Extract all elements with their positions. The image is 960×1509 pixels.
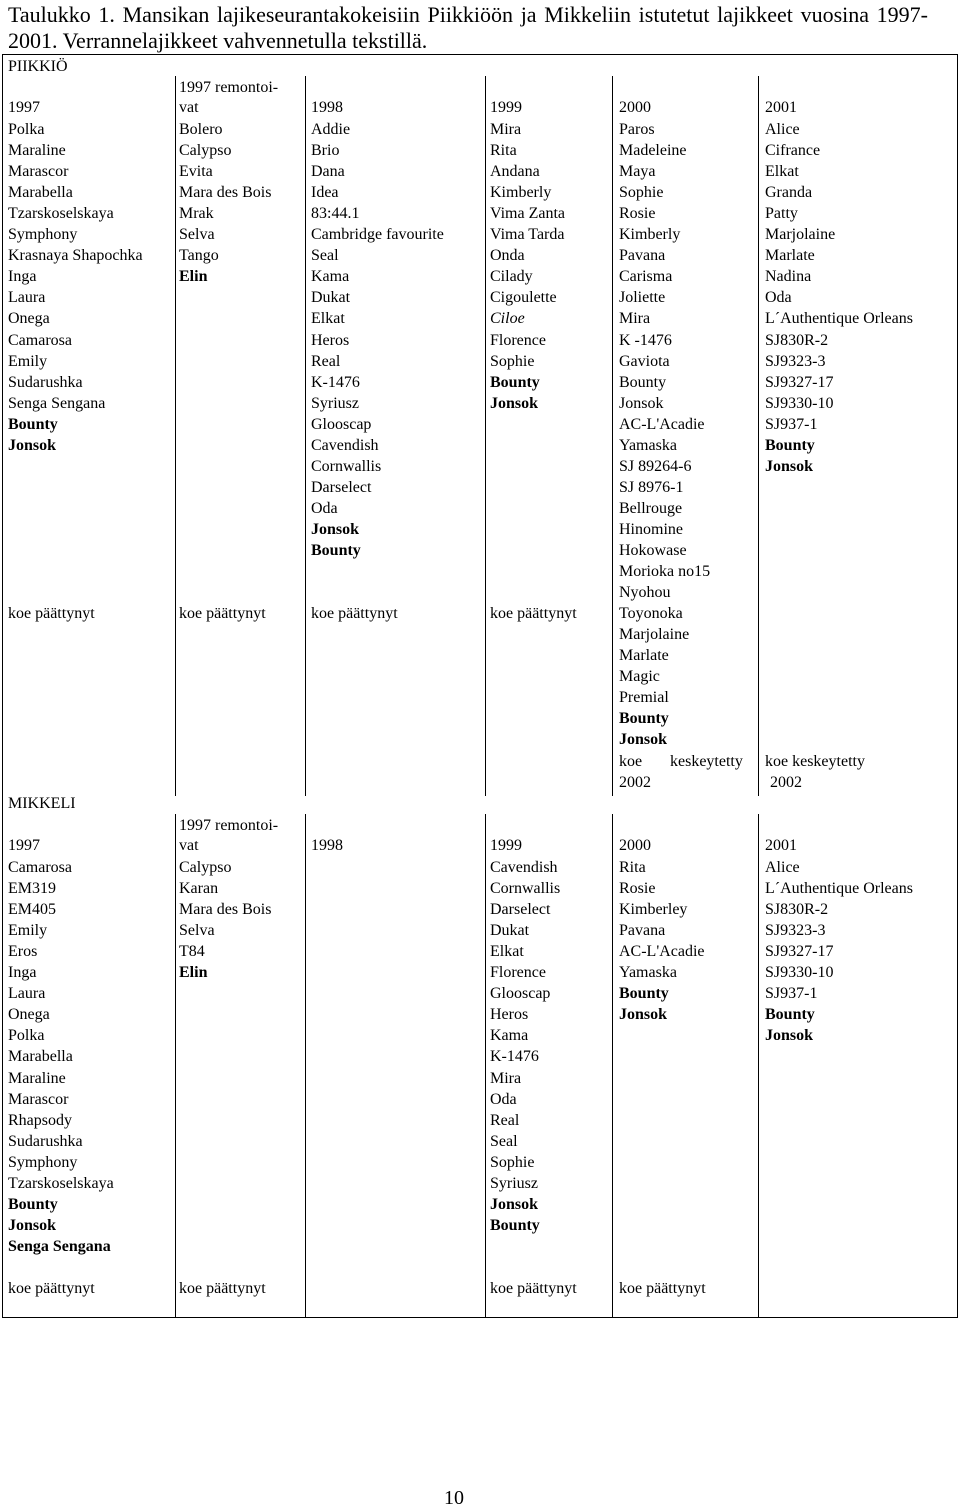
column-rule xyxy=(175,76,176,796)
cultivar-name: Rhapsody xyxy=(8,1111,72,1129)
cultivar-name: Laura xyxy=(8,289,46,307)
cultivar-name: Pavana xyxy=(619,247,666,265)
header-remont: 1997 remontoi- xyxy=(179,817,279,834)
cultivar-name: Carisma xyxy=(619,268,673,286)
cultivar-name: Elkat xyxy=(765,163,799,181)
cultivar-name: Marjolaine xyxy=(765,226,836,244)
cultivar-name: Florence xyxy=(490,331,546,349)
cultivar-name: Elin xyxy=(179,964,208,982)
cultivar-name: Sophie xyxy=(619,184,664,202)
cultivar-name: Marascor xyxy=(8,1090,69,1108)
column-rule xyxy=(612,814,613,1318)
cultivar-name: SJ9323-3 xyxy=(765,922,826,940)
cultivar-name: Patty xyxy=(765,205,798,223)
cultivar-name: Laura xyxy=(8,985,46,1003)
header-2000: 2000 xyxy=(619,99,651,116)
cultivar-name: Heros xyxy=(490,1006,529,1024)
cultivar-name: Yamaska xyxy=(619,436,677,454)
cultivar-name: Bounty xyxy=(765,1006,815,1024)
cultivar-name: Jonsok xyxy=(490,1195,539,1213)
header-1997: 1997 xyxy=(8,837,40,854)
status-interrupted: koe keskeytetty xyxy=(765,753,865,770)
status-year: 2002 xyxy=(619,774,651,791)
cultivar-name: Maraline xyxy=(8,1069,66,1087)
cultivar-name: Dana xyxy=(311,163,345,181)
cultivar-name: SJ830R-2 xyxy=(765,331,829,349)
cultivar-name: Tango xyxy=(179,247,219,265)
cultivar-name: EM319 xyxy=(8,880,56,898)
column-rule xyxy=(612,76,613,796)
cultivar-name: Jonsok xyxy=(619,731,668,749)
cultivar-name: Oda xyxy=(311,499,338,517)
cultivar-name: Rita xyxy=(619,859,646,876)
cultivar-name: Yamaska xyxy=(619,964,677,982)
table-caption: Taulukko 1. Mansikan lajikeseurantakokeisiin Piikkiöön ja Mikkeliin istutetut lajikkeet vuosina 1997-2001. Verrannelajikkeet vahvennetulla tekstillä. xyxy=(8,2,928,53)
cultivar-name: Polka xyxy=(8,121,45,138)
header-remont: 1997 remontoi- xyxy=(179,79,279,96)
status-ended: koe päättynyt xyxy=(311,605,398,622)
cultivar-name: L´Authentique Orleans xyxy=(765,880,913,898)
page-number: 10 xyxy=(444,1487,464,1509)
cultivar-name: Syriusz xyxy=(311,394,359,412)
cultivar-name: Vima Zanta xyxy=(490,205,566,223)
cultivar-name: Cornwallis xyxy=(490,880,561,898)
cultivar-name: Morioka no15 xyxy=(619,563,711,581)
cultivar-name: Marabella xyxy=(8,184,73,202)
cultivar-name: Onega xyxy=(8,1006,50,1024)
cultivar-name: Nadina xyxy=(765,268,812,286)
cultivar-name: Bolero xyxy=(179,121,223,138)
cultivar-name: Emily xyxy=(8,352,48,370)
cultivar-name: Glooscap xyxy=(490,985,551,1003)
cultivar-name: Mira xyxy=(490,121,522,138)
cultivar-name: Bounty xyxy=(8,415,58,433)
cultivar-name: 83:44.1 xyxy=(311,205,360,223)
cultivar-name: Magic xyxy=(619,668,660,686)
cultivar-name: Syriusz xyxy=(490,1174,538,1192)
cultivar-name: Cornwallis xyxy=(311,457,382,475)
cultivar-name: Sudarushka xyxy=(8,373,83,391)
cultivar-name: Jonsok xyxy=(490,394,539,412)
cultivar-name: Maraline xyxy=(8,142,66,160)
column-rule xyxy=(175,814,176,1318)
status-ended: koe päättynyt xyxy=(490,1280,577,1297)
cultivar-name: Polka xyxy=(8,1027,45,1045)
cultivar-name: SJ9327-17 xyxy=(765,943,834,961)
cultivar-name: Marabella xyxy=(8,1048,73,1066)
status-year: 2002 xyxy=(770,774,802,791)
header-1998: 1998 xyxy=(311,837,343,854)
cultivar-name: L´Authentique Orleans xyxy=(765,310,913,328)
cultivar-name: Premial xyxy=(619,689,669,707)
cultivar-name: Jonsok xyxy=(8,436,57,454)
cultivar-name: Oda xyxy=(490,1090,517,1108)
cultivar-name: SJ9323-3 xyxy=(765,352,826,370)
cultivar-name: Sudarushka xyxy=(8,1132,83,1150)
cultivar-name: Senga Sengana xyxy=(8,394,106,412)
cultivar-name: SJ937-1 xyxy=(765,415,818,433)
cultivar-name: SJ9330-10 xyxy=(765,964,834,982)
cultivar-name: Camarosa xyxy=(8,859,72,876)
cultivar-name: Idea xyxy=(311,184,339,202)
cultivar-name: Onda xyxy=(490,247,525,265)
cultivar-name: Cifrance xyxy=(765,142,821,160)
header-1998: 1998 xyxy=(311,99,343,116)
cultivar-name: Bounty xyxy=(311,542,361,559)
cultivar-name: Tzarskoselskaya xyxy=(8,1174,114,1192)
cultivar-name: Cigoulette xyxy=(490,289,557,307)
header-2001: 2001 xyxy=(765,99,797,116)
cultivar-name: Real xyxy=(311,352,341,370)
cultivar-name: Bounty xyxy=(619,985,669,1003)
status-interrupted: keskeytetty xyxy=(670,753,743,770)
cultivar-name: Symphony xyxy=(8,1153,78,1171)
status-ended: koe päättynyt xyxy=(490,605,577,622)
cultivar-name: Mira xyxy=(619,310,651,328)
cultivar-name: Elkat xyxy=(311,310,345,328)
cultivar-name: Granda xyxy=(765,184,813,202)
column-rule xyxy=(758,76,759,796)
cultivar-name: Cambridge favourite xyxy=(311,226,444,244)
cultivar-name: Calypso xyxy=(179,142,232,160)
cultivar-name: Jonsok xyxy=(619,394,664,412)
cultivar-name: Cavendish xyxy=(311,436,379,454)
cultivar-name: Seal xyxy=(311,247,339,265)
cultivar-name: Madeleine xyxy=(619,142,687,160)
cultivar-name: Evita xyxy=(179,163,213,181)
cultivar-name: Jonsok xyxy=(765,1027,814,1045)
header-1999: 1999 xyxy=(490,837,522,854)
column-rule xyxy=(305,76,306,796)
cultivar-name: Bounty xyxy=(619,710,669,728)
cultivar-name: Bounty xyxy=(8,1195,58,1213)
cultivar-name: T84 xyxy=(179,943,205,961)
cultivar-name: Mrak xyxy=(179,205,214,223)
cultivar-name: Alice xyxy=(765,859,800,876)
cultivar-name: Selva xyxy=(179,226,215,244)
cultivar-name: Hinomine xyxy=(619,520,683,538)
cultivar-name: Darselect xyxy=(311,478,372,496)
column-rule xyxy=(485,76,486,796)
cultivar-name: Bounty xyxy=(619,373,667,391)
cultivar-name: Rosie xyxy=(619,880,656,898)
column-rule xyxy=(485,814,486,1318)
header-remont: vat xyxy=(179,837,199,854)
cultivar-name: Andana xyxy=(490,163,540,181)
cultivar-name: Seal xyxy=(490,1132,518,1150)
cultivar-name: Vima Tarda xyxy=(490,226,565,244)
cultivar-name: EM405 xyxy=(8,901,56,919)
cultivar-name: SJ937-1 xyxy=(765,985,818,1003)
cultivar-name: Jonsok xyxy=(8,1216,57,1234)
cultivar-name: Glooscap xyxy=(311,415,372,433)
cultivar-name: Camarosa xyxy=(8,331,72,349)
cultivar-name: AC-L'Acadie xyxy=(619,415,705,433)
cultivar-name: Jonsok xyxy=(311,520,360,538)
cultivar-name: Gaviota xyxy=(619,352,670,370)
cultivar-name: Marjolaine xyxy=(619,626,690,644)
cultivar-name: Senga Sengana xyxy=(8,1237,111,1255)
cultivar-name: K -1476 xyxy=(619,331,672,349)
cultivar-name: Bellrouge xyxy=(619,499,683,517)
cultivar-name: Paros xyxy=(619,121,655,138)
header-2001: 2001 xyxy=(765,837,797,854)
cultivar-name: K-1476 xyxy=(311,373,360,391)
column-rule xyxy=(758,814,759,1318)
cultivar-name: Joliette xyxy=(619,289,666,307)
status-ended: koe päättynyt xyxy=(8,605,95,622)
cultivar-name: Symphony xyxy=(8,226,78,244)
cultivar-name: Rita xyxy=(490,142,517,160)
cultivar-name: Heros xyxy=(311,331,350,349)
cultivar-name: Darselect xyxy=(490,901,551,919)
cultivar-name: Toyonoka xyxy=(619,605,683,623)
cultivar-name: Bounty xyxy=(490,1216,540,1234)
cultivar-name: Cilady xyxy=(490,268,533,286)
cultivar-name: Inga xyxy=(8,964,37,982)
cultivar-name: Kimberly xyxy=(619,226,681,244)
site-label-piikkio: PIIKKIÖ xyxy=(8,58,68,75)
cultivar-name: Emily xyxy=(8,922,48,940)
cultivar-name: Marlate xyxy=(765,247,815,265)
cultivar-name: Marlate xyxy=(619,647,669,665)
cultivar-name: Kama xyxy=(311,268,350,286)
cultivar-name: Mira xyxy=(490,1069,522,1087)
cultivar-name: SJ 89264-6 xyxy=(619,457,692,475)
cultivar-name: Sophie xyxy=(490,352,535,370)
cultivar-name: Elkat xyxy=(490,943,524,961)
cultivar-name: Addie xyxy=(311,121,351,138)
cultivar-name: Brio xyxy=(311,142,340,160)
cultivar-name: Tzarskoselskaya xyxy=(8,205,114,223)
cultivar-name: SJ9330-10 xyxy=(765,394,834,412)
header-1997: 1997 xyxy=(8,99,40,116)
cultivar-name: Nyohou xyxy=(619,584,671,602)
cultivar-name: Maya xyxy=(619,163,656,181)
cultivar-name: Kimberly xyxy=(490,184,552,202)
cultivar-name: Inga xyxy=(8,268,37,286)
cultivar-name: AC-L'Acadie xyxy=(619,943,705,961)
cultivar-name: Karan xyxy=(179,880,219,898)
cultivar-name: SJ830R-2 xyxy=(765,901,829,919)
cultivar-name: Mara des Bois xyxy=(179,184,272,202)
cultivar-name: Marascor xyxy=(8,163,69,181)
status-ended: koe päättynyt xyxy=(179,1280,266,1297)
cultivar-name: Oda xyxy=(765,289,792,307)
status-interrupted: koe xyxy=(619,753,643,770)
cultivar-name: Sophie xyxy=(490,1153,535,1171)
cultivar-name: Kama xyxy=(490,1027,529,1045)
header-2000: 2000 xyxy=(619,837,651,854)
column-rule xyxy=(305,814,306,1318)
cultivar-name: Krasnaya Shapochka xyxy=(8,247,143,265)
status-ended: koe päättynyt xyxy=(179,605,266,622)
cultivar-name: K-1476 xyxy=(490,1048,539,1066)
cultivar-name: Florence xyxy=(490,964,546,982)
cultivar-name: SJ9327-17 xyxy=(765,373,834,391)
status-ended: koe päättynyt xyxy=(8,1280,95,1297)
cultivar-name: Real xyxy=(490,1111,520,1129)
cultivar-name: SJ 8976-1 xyxy=(619,478,684,496)
cultivar-name: Selva xyxy=(179,922,215,940)
cultivar-name: Onega xyxy=(8,310,50,328)
cultivar-name: Dukat xyxy=(490,922,530,940)
cultivar-name: Bounty xyxy=(490,373,540,391)
cultivar-name: Dukat xyxy=(311,289,351,307)
cultivar-name: Bounty xyxy=(765,436,815,454)
status-ended: koe päättynyt xyxy=(619,1280,706,1297)
cultivar-name: Rosie xyxy=(619,205,656,223)
cultivar-name: Jonsok xyxy=(619,1006,668,1024)
cultivar-name: Eros xyxy=(8,943,38,961)
cultivar-name: Alice xyxy=(765,121,800,138)
cultivar-name: Mara des Bois xyxy=(179,901,272,919)
cultivar-name: Ciloe xyxy=(490,310,525,328)
cultivar-name: Pavana xyxy=(619,922,666,940)
header-1999: 1999 xyxy=(490,99,522,116)
cultivar-name: Cavendish xyxy=(490,859,558,876)
header-remont: vat xyxy=(179,99,199,116)
cultivar-name: Hokowase xyxy=(619,542,687,559)
site-label-mikkeli: MIKKELI xyxy=(8,795,76,812)
cultivar-name: Kimberley xyxy=(619,901,688,919)
cultivar-name: Jonsok xyxy=(765,457,814,475)
cultivar-name: Calypso xyxy=(179,859,232,876)
cultivar-name: Elin xyxy=(179,268,208,286)
